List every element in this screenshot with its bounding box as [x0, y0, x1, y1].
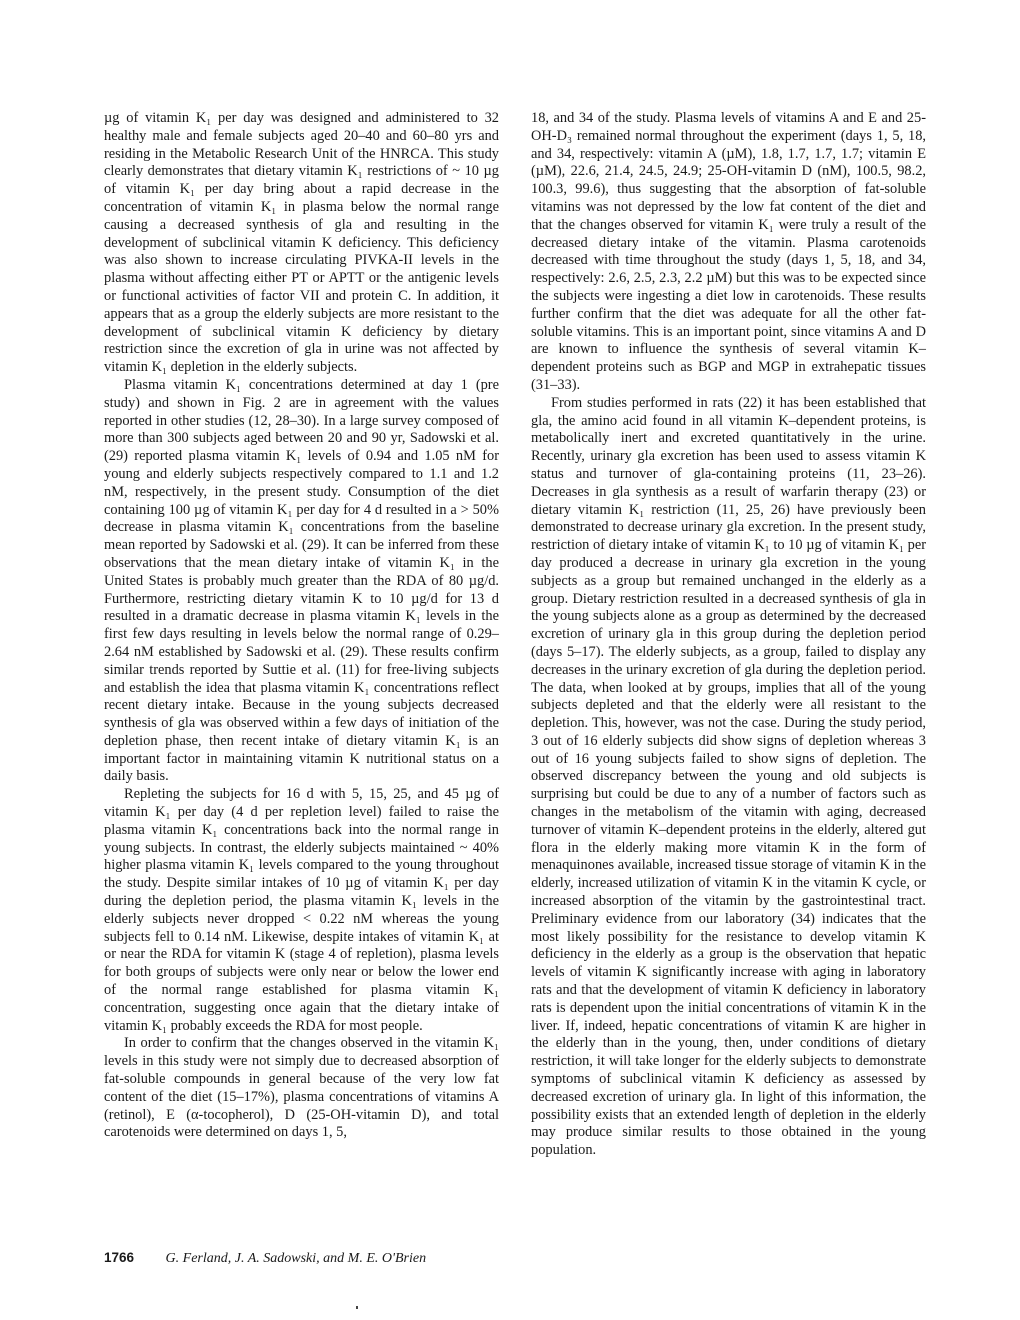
paragraph: 18, and 34 of the study. Plasma levels of vitamins A and E and 25-OH-D₃ remained normal throughout the experiment (days 1, 5, 18, and 34, respectively: vitamin A (µM), 1.8, 1.7, 1.7, 1.7; vitamin E (µM), 22.6, 21.4, 24.5, 24.9; 25-OH-vitamin D (nM), 100.5, 98.2, 100.3, 99.6), thus suggesting that the absorption of fat-soluble vitamins was not depressed by the low fat content of the diet and that the changes observed for vitamin K₁ were truly a result of the decreased dietary intake of the vitamin. Plasma carotenoids decreased with time throughout the study (days 1, 5, 18, and 34, respectively: 2.6, 2.5, 2.3, 2.2 µM) but this was to be expected since the subjects were ingesting a diet low in carotenoids. These results further confirm that the diet was adequate for all the other fat-soluble vitamins. This is an important point, since vitamins A and D are known to influence the synthesis of several vitamin K–dependent proteins such as BGP and MGP in extrahepatic tissues (31–33). [531, 110, 926, 393]
page-footer [104, 1250, 426, 1267]
paragraph: From studies performed in rats (22) it has been established that gla, the amino acid found in all vitamin K–dependent proteins, is metabolically inert and excreted quantitatively in the urine. Recently, urinary gla excretion has been used to assess vitamin K status and turnover of gla-containing proteins (11, 23–26). Decreases in gla synthesis as a result of warfarin therapy (23) or dietary vitamin K₁ restriction (11, 25, 26) have previously been demonstrated to decrease urinary gla excretion. In the present study, restriction of dietary intake of vitamin K₁ to 10 µg of vitamin K₁ per day produced a decrease in urinary gla excretion in the young subjects as a group but remained unchanged in the elderly as a group. Dietary restriction resulted in a decreased synthesis of gla in the young subjects alone as a group as determined by the decreased excretion of urinary gla in this group during the depletion period (days 5–17). The elderly subjects, as a group, failed to display any decreases in the urinary excretion of gla during the depletion period. The data, when looked at by groups, implies that all of the young subjects depleted and that the elderly were all resistant to the depletion. This, however, was not the case. During the study period, 3 out of 16 elderly subjects did show signs of depletion whereas 3 out of 16 young subjects failed to show signs of depletion. The observed discrepancy between the young and old subjects is surprising but could be due to any of a number of factors such as changes in the metabolism of the vitamin with aging, decreased turnover of vitamin K–dependent proteins in the elderly, altered gut flora in the elderly making more vitamin K in the form of menaquinones available, increased tissue storage of vitamin K in the elderly, increased utilization of vitamin K in the vitamin K cycle, or increased absorption of the vitamin by the gastrointestinal tract. Preliminary evidence from our laboratory (34) indicates that the most likely possibility for the resistance to develop vitamin K deficiency in the elderly as a group is the observation that hepatic levels of vitamin K significantly increase with aging in laboratory rats and that the development of vitamin K deficiency in laboratory rats is dependent upon the initial concentrations of vitamin K in the liver. If, indeed, hepatic concentrations of vitamin K are higher in the elderly than in the young, then, under conditions of dietary restriction, it will take longer for the elderly subjects to demonstrate symptoms of subclinical vitamin K deficiency as assessed by decreased excretion of urinary gla. In light of this information, the possibility exists that an extended length of depletion in the elderly may produce similar results to those obtained in the young population. [531, 394, 926, 1159]
left-column [104, 110, 499, 1142]
page-number: 1766 [104, 1250, 135, 1265]
paragraph: Repleting the subjects for 16 d with 5, 15, 25, and 45 µg of vitamin K₁ per day (4 d per repletion level) failed to raise the plasma vitamin K₁ concentrations back into the normal range in young subjects. In contrast, the elderly subjects maintained ~ 40% higher plasma vitamin K₁ levels compared to the young throughout the study. Despite similar intakes of 10 µg of vitamin K₁ per day during the depletion period, the plasma vitamin K₁ levels in the elderly subjects never dropped < 0.22 nM whereas the young subjects fell to 0.14 nM. Likewise, despite intakes of vitamin K₁ at or near the RDA for vitamin K (stage 4 of repletion), plasma levels for both groups of subjects were only near or below the lower end of the normal range established for plasma vitamin K₁ concentration, suggesting once again that the dietary intake of vitamin K₁ probably exceeds the RDA for most people. [104, 786, 499, 1034]
paragraph: µg of vitamin K₁ per day was designed and administered to 32 healthy male and female subjects aged 20–40 and 60–80 yrs and residing in the Metabolic Research Unit of the HNRCA. This study clearly demonstrates that dietary vitamin K₁ restrictions of ~ 10 µg of vitamin K₁ per day bring about a rapid decrease in the concentration of vitamin K₁ in plasma below the normal range causing a decreased synthesis of gla and resulting in the development of subclinical vitamin K deficiency. This deficiency was also shown to increase circulating PIVKA-II levels in the plasma without affecting either PT or APTT or the antigenic levels or functional activities of factor VII and protein C. In addition, it appears that as a group the elderly subjects are more resistant to the development of subclinical vitamin K deficiency by dietary restriction since the excretion of gla in urine was not affected by vitamin K₁ depletion in the elderly subjects. [104, 110, 499, 376]
paragraph: Plasma vitamin K₁ concentrations determined at day 1 (pre study) and shown in Fig. 2 are in agreement with the values reported in other studies (12, 28–30). In a large survey composed of more than 300 subjects aged between 20 and 90 yr, Sadowski et al. (29) reported plasma vitamin K₁ levels of 0.94 and 1.05 nM for young and elderly subjects respectively compared to 1.1 and 1.2 nM, respectively, in the present study. Consumption of the diet containing 100 µg of vitamin K₁ per day for 4 d resulted in a > 50% decrease in plasma vitamin K₁ concentrations from the baseline mean reported by Sadowski et al. (29). It can be inferred from these observations that the mean dietary intake of vitamin K₁ in the United States is probably much greater than the RDA of 80 µg/d. Furthermore, restricting dietary vitamin K to 10 µg/d for 13 d resulted in a dramatic decrease in plasma vitamin K₁ levels in the first few days resulting in levels below the normal range of 0.29–2.64 nM established by Sadowski et al. (29). These results confirm similar trends reported by Suttie et al. (11) for free-living subjects and establish the idea that plasma vitamin K₁ concentrations reflect recent dietary intake. Because in the young subjects decreased synthesis of gla was observed within a few days of initiation of the depletion phase, then recent intake of dietary vitamin K₁ is an important factor in maintaining vitamin K nutritional status on a daily basis. [104, 376, 499, 785]
running-head: G. Ferland, J. A. Sadowski, and M. E. O'Brien [165, 1251, 427, 1266]
paragraph: In order to confirm that the changes observed in the vitamin K₁ levels in this study were not simply due to decreased absorption of fat-soluble compounds in general because of the very low fat content of the diet (15–17%), plasma concentrations of vitamins A (retinol), E (α-tocopherol), D (25-OH-vitamin D), and total carotenoids were determined on days 1, 5, [104, 1035, 499, 1141]
scan-speck [356, 1306, 358, 1309]
right-column [531, 110, 926, 1160]
